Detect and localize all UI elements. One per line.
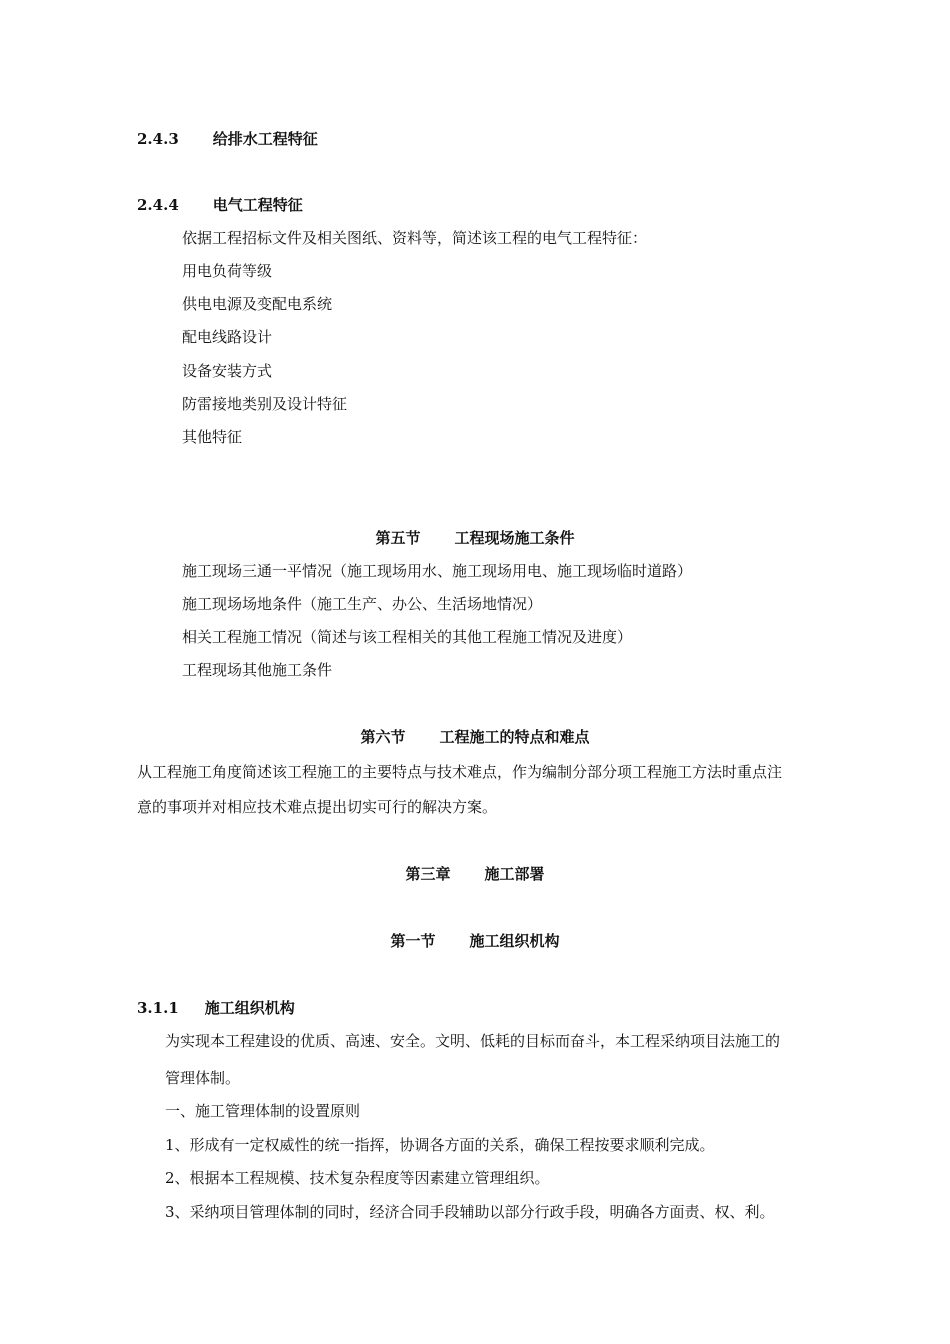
- paragraph-line: 管理体制。: [165, 1069, 241, 1087]
- section-label: 第一节: [390, 932, 436, 950]
- list-item: 施工现场场地条件（施工生产、办公、生活场地情况）: [182, 595, 543, 613]
- paragraph-line: 为实现本工程建设的优质、高速、安全。文明、低耗的目标而奋斗，本工程采纳项目法施工的: [165, 1032, 781, 1050]
- section-heading-5: [0, 528, 950, 548]
- section-heading-1: [0, 931, 950, 951]
- chapter-label: 第三章: [405, 865, 451, 883]
- list-item: 施工现场三通一平情况（施工现场用水、施工现场用电、施工现场临时道路）: [182, 562, 693, 580]
- section-number: 2.4.3: [137, 130, 179, 148]
- section-title: 施工组织机构: [469, 932, 560, 950]
- list-item: 供电电源及变配电系统: [182, 295, 333, 313]
- paragraph-line: 一、施工管理体制的设置原则: [165, 1102, 361, 1120]
- section-title: 给排水工程特征: [212, 130, 318, 148]
- section-title: 工程现场施工条件: [454, 529, 575, 547]
- paragraph-line: 从工程施工角度简述该工程施工的主要特点与技术难点，作为编制分部分项工程施工方法时重点注: [137, 763, 783, 781]
- list-item: 工程现场其他施工条件: [182, 661, 333, 679]
- section-title: 电气工程特征: [212, 196, 303, 214]
- section-number: 3.1.1: [137, 999, 179, 1017]
- paragraph-line: 意的事项并对相应技术难点提出切实可行的解决方案。: [137, 798, 498, 816]
- list-item: 其他特征: [182, 428, 243, 446]
- section-number: 2.4.4: [137, 196, 179, 214]
- paragraph-line: 依据工程招标文件及相关图纸、资料等，简述该工程的电气工程特征：: [182, 229, 648, 247]
- chapter-heading-3: [0, 864, 950, 884]
- heading-2-4-4: [137, 195, 303, 215]
- section-label: 第五节: [375, 529, 421, 547]
- paragraph-line: 3、采纳项目管理体制的同时，经济合同手段辅助以部分行政手段，明确各方面责、权、利。: [165, 1203, 775, 1221]
- section-heading-6: [0, 727, 950, 747]
- list-item: 用电负荷等级: [182, 262, 273, 280]
- section-title: 工程施工的特点和难点: [439, 728, 590, 746]
- section-title: 施工组织机构: [204, 999, 295, 1017]
- list-item: 设备安装方式: [182, 362, 273, 380]
- paragraph-line: 2、根据本工程规模、技术复杂程度等因素建立管理组织。: [165, 1169, 550, 1187]
- list-item: 配电线路设计: [182, 328, 273, 346]
- list-item: 相关工程施工情况（简述与该工程相关的其他工程施工情况及进度）: [182, 628, 633, 646]
- list-item: 防雷接地类别及设计特征: [182, 395, 348, 413]
- heading-3-1-1: [137, 998, 295, 1018]
- heading-2-4-3: [137, 129, 318, 149]
- chapter-title: 施工部署: [484, 865, 545, 883]
- section-label: 第六节: [360, 728, 406, 746]
- paragraph-line: 1、形成有一定权威性的统一指挥，协调各方面的关系，确保工程按要求顺利完成。: [165, 1136, 715, 1154]
